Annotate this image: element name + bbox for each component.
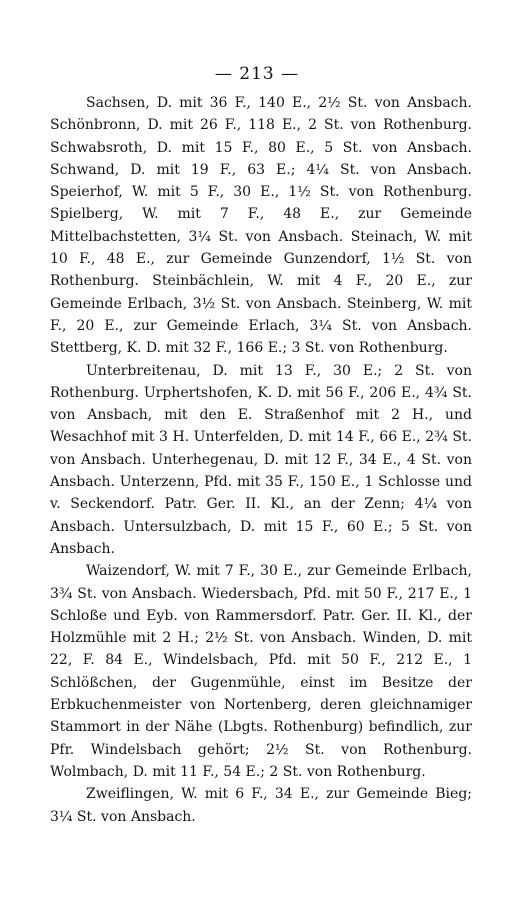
body-text	[50, 92, 472, 828]
paragraph-w-entries: Waizendorf, W. mit 7 F., 30 E., zur Gemeinde Erlbach, 3¾ St. von Ansbach. Wiedersbach, Pfd. mit 50 F., 217 E., 1 Schloße und Eyb. von Rammersdorf. Patr. Ger. II. Kl., der Holzmühle mit 2 H.; 2½ St. von Ansbach. Winden, D. mit 22, F. 84 E., Windelsbach, Pfd. mit 50 F., 212 E., 1 Schlößchen, der Gugenmühle, einst im Besitze der Erbkuchenmeister von Nortenberg, deren gleichnamiger Stammort in der Nähe (Lbgts. Rothenburg) befindlich, zur Pfr. Windelsbach gehört; 2½ St. von Rothenburg. Wolmbach, D. mit 11 F., 54 E.; 2 St. von Rothenburg.	[50, 563, 472, 780]
paragraph-s-entries: Sachsen, D. mit 36 F., 140 E., 2½ St. von Ansbach. Schönbronn, D. mit 26 F., 118 E., 2 St. von Rothenburg. Schwabsroth, D. mit 15 F., 80 E., 5 St. von Ansbach. Schwand, D. mit 19 F., 63 E.; 4¼ St. von Ansbach. Speierhof, W. mit 5 F., 30 E., 1½ St. von Rothenburg. Spielberg, W. mit 7 F., 48 E., zur Gemeinde Mittelbachstetten, 3¼ St. von Ansbach. Steinach, W. mit 10 F., 48 E., zur Gemeinde Gunzendorf, 1½ St. von Rothenburg. Steinbächlein, W. mit 4 F., 20 E., zur Gemeinde Erlbach, 3½ St. von Ansbach. Steinberg, W. mit F., 20 E., zur Gemeinde Erlach, 3¼ St. von Ansbach. Stettberg, K. D. mit 32 F., 166 E.; 3 St. von Rothenburg.	[50, 95, 472, 357]
page-number: — 213 —	[214, 64, 300, 84]
paragraph-u-entries: Unterbreitenau, D. mit 13 F., 30 E.; 2 St. von Rothenburg. Urphertshofen, K. D. mit 56 F., 206 E., 4¾ St. von Ansbach, mit den E. Straßenhof mit 2 H., und Wesachhof mit 3 H. Unterfelden, D. mit 14 F., 66 E., 2¾ St. von Ansbach. Unterhegenau, D. mit 12 F., 34 E., 4 St. von Ansbach. Unterzenn, Pfd. mit 35 F., 150 E., 1 Schlosse und v. Seckendorf. Patr. Ger. II. Kl., an der Zenn; 4¼ von Ansbach. Untersulzbach, D. mit 15 F., 60 E.; 5 St. von Ansbach.	[50, 362, 472, 557]
paragraph-z-entries: Zweiflingen, W. mit 6 F., 34 E., zur Gemeinde Bieg; 3¼ St. von Ansbach.	[50, 786, 472, 825]
